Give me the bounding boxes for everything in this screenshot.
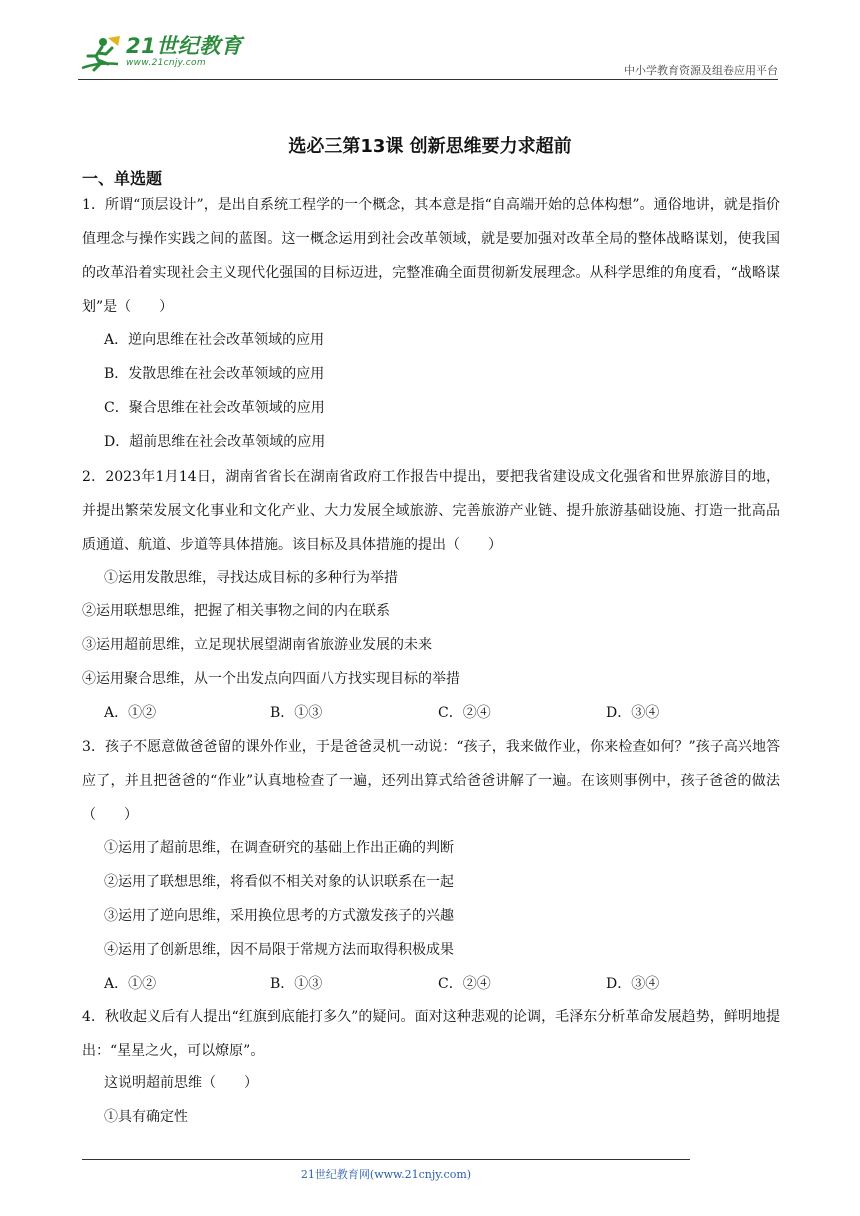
question-2-choice-b[interactable]: B．①③ [270,705,323,721]
question-3-choice-b[interactable]: B．①③ [270,976,323,992]
runner-logo-icon [78,34,124,76]
question-1-option-a[interactable]: A．逆向思维在社会改革领域的应用 [104,332,325,348]
page-header [78,30,778,80]
question-2-item-4: ④运用聚合思维，从一个出发点向四面八方找实现目标的举措 [82,671,460,687]
question-2-choice-c[interactable]: C．②④ [438,705,491,721]
question-3-choice-c[interactable]: C．②④ [438,976,491,992]
question-2-stem: 2．2023年1月14日，湖南省省长在湖南省政府工作报告中提出，要把我省建设成文化强省和世界旅游目的地，并提出繁荣发展文化事业和文化产业、大力发展全域旅游、完善旅游产业链、提升旅游基础设施、打造一批高品质通道、航道、步道等具体措施。该目标及具体措施的提出（ ） [82,469,780,553]
question-3-item-2: ②运用了联想思维，将看似不相关对象的认识联系在一起 [104,874,454,890]
footer-text[interactable]: 21世纪教育网(www.21cnjy.com) [300,1168,472,1181]
question-4-stem: 4．秋收起义后有人提出“红旗到底能打多久”的疑问。面对这种悲观的论调，毛泽东分析革命发展趋势，鲜明地提出：“星星之火，可以燎原”。 [82,1009,780,1059]
question-3-stem: 3．孩子不愿意做爸爸留的课外作业，于是爸爸灵机一动说：“孩子，我来做作业，你来检查如何？”孩子高兴地答应了，并且把爸爸的“作业”认真地检查了一遍，还列出算式给爸爸讲解了一遍。在该则事例中，孩子爸爸的做法（ ） [82,739,780,823]
question-1-option-b[interactable]: B．发散思维在社会改革领域的应用 [104,366,325,382]
question-4-item-1: ①具有确定性 [104,1109,188,1125]
question-2-item-1: ①运用发散思维，寻找达成目标的多种行为举措 [104,570,398,586]
logo-text: 21世纪教育 [126,34,243,58]
question-2-choice-d[interactable]: D．③④ [606,705,660,721]
logo [78,34,242,76]
question-3-item-3: ③运用了逆向思维，采用换位思考的方式激发孩子的兴趣 [104,908,454,924]
question-1-option-c[interactable]: C．聚合思维在社会改革领域的应用 [104,400,325,416]
page-title: 选必三第13课 创新思维要力求超前 [288,136,572,157]
section-heading: 一、单选题 [82,169,163,188]
question-2-choice-a[interactable]: A．①② [104,705,157,721]
question-2-item-3: ③运用超前思维，立足现状展望湖南省旅游业发展的未来 [82,637,432,653]
question-3-item-4: ④运用了创新思维，因不局限于常规方法而取得积极成果 [104,942,454,958]
question-3-item-1: ①运用了超前思维，在调查研究的基础上作出正确的判断 [104,840,454,856]
header-divider [78,79,778,80]
footer-divider [82,1159,690,1160]
question-1-option-d[interactable]: D．超前思维在社会改革领域的应用 [104,434,326,450]
header-tagline: 中小学教育资源及组卷应用平台 [624,64,778,77]
logo-url: www.21cnjy.com [126,58,206,68]
question-4-subprompt: 这说明超前思维（ ） [104,1075,258,1091]
question-2-item-2: ②运用联想思维，把握了相关事物之间的内在联系 [82,603,390,619]
question-1-stem: 1．所谓“顶层设计”，是出自系统工程学的一个概念，其本意是指“自高端开始的总体构想”。通俗地讲，就是指价值理念与操作实践之间的蓝图。这一概念运用到社会改革领域，就是要加强对改革全局的整体战略谋划，使我国的改革沿着实现社会主义现代化强国的目标迈进，完整准确全面贯彻新发展理念。从科学思维的角度看，“战略谋划”是（ ） [82,197,780,315]
question-3-choice-d[interactable]: D．③④ [606,976,660,992]
question-3-choice-a[interactable]: A．①② [104,976,157,992]
